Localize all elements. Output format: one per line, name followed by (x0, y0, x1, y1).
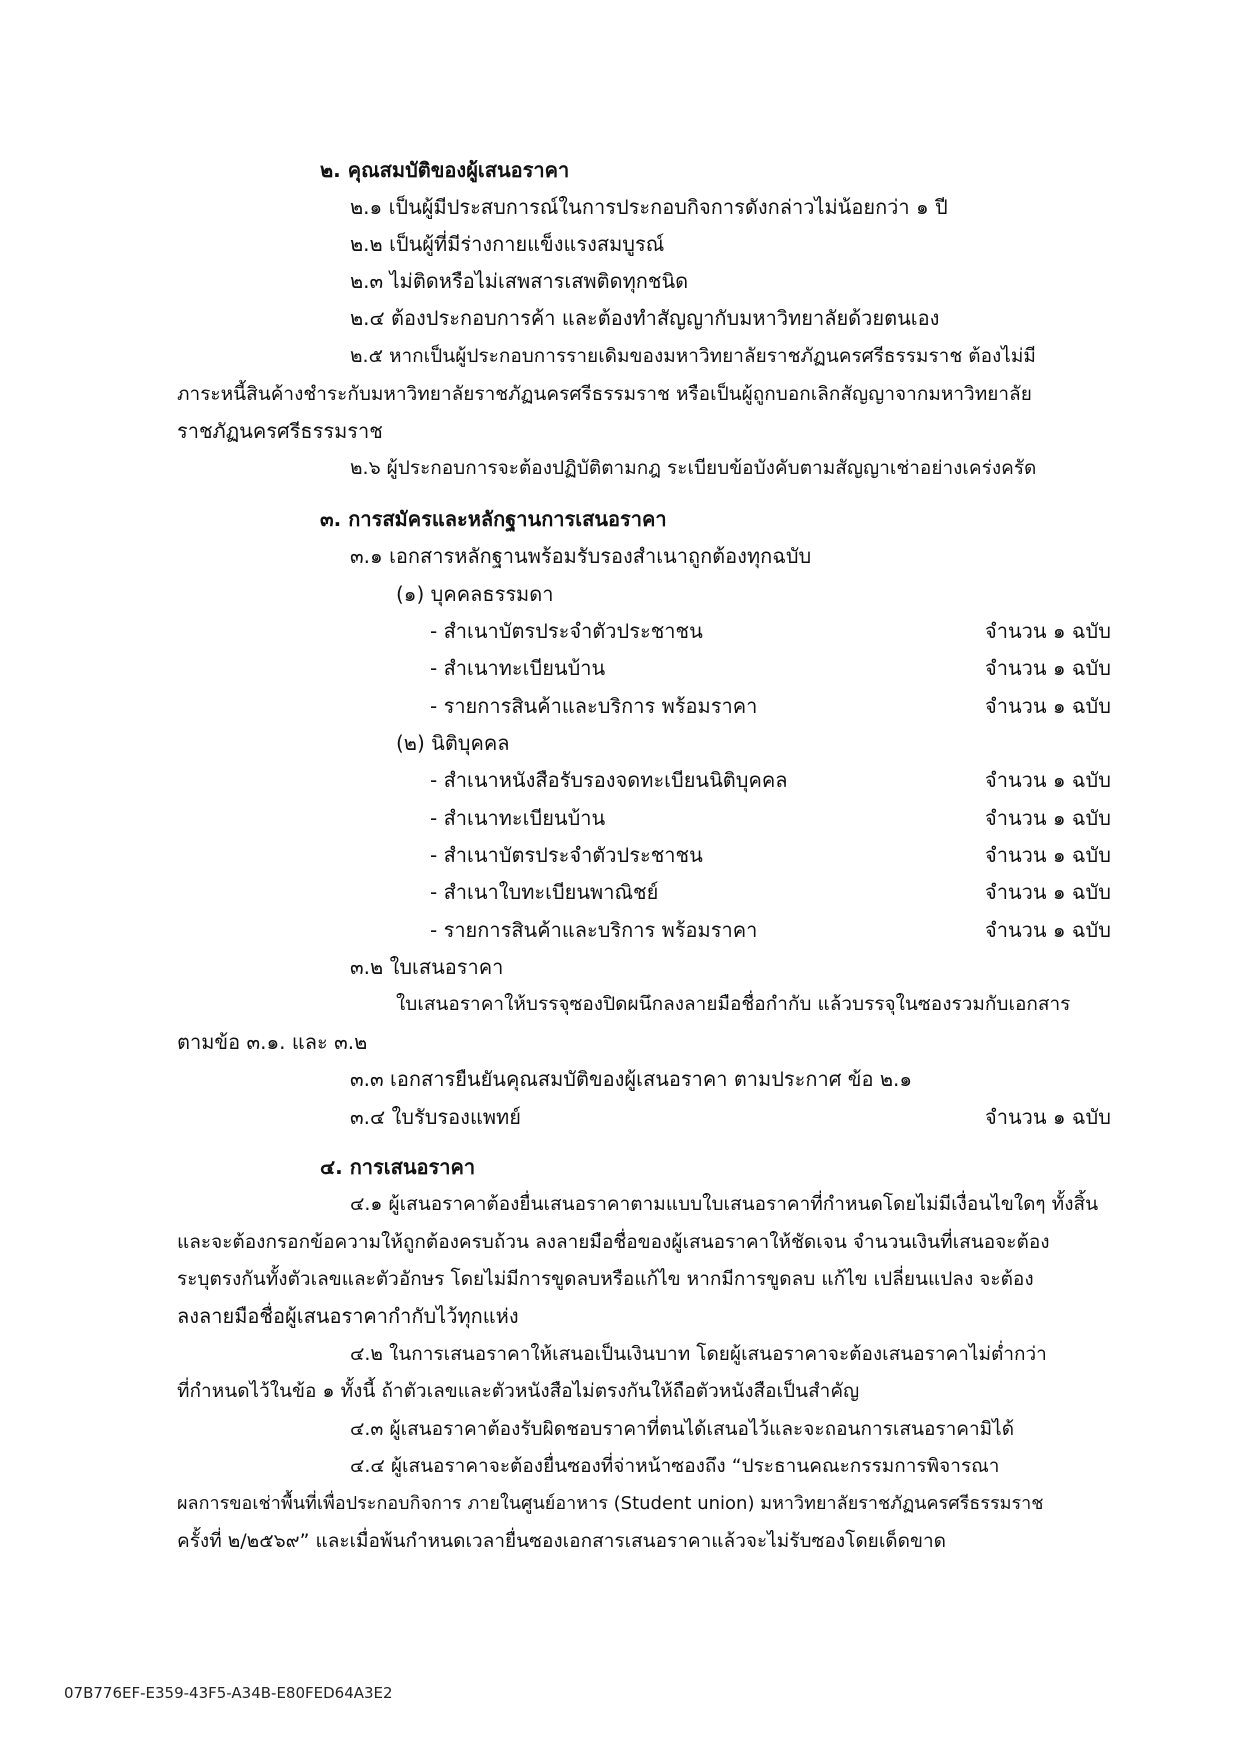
item-2-6: ๒.๖ ผู้ประกอบการจะต้องปฏิบัติตามกฎ ระเบียบข้อบังคับตามสัญญาเช่าอย่างเคร่งครัด (350, 457, 1037, 479)
section-4-heading: ๔. การเสนอราคา (320, 1155, 476, 1179)
item-3-2: ๓.๒ ใบเสนอราคา (350, 955, 504, 979)
item-3-2-line-1: ใบเสนอราคาให้บรรจุซองปิดผนึกลงลายมือชื่อกำกับ แล้วบรรจุในซองรวมกับเอกสาร (396, 993, 1071, 1015)
group-natural-person: (๑) บุคคลธรรมดา (396, 582, 554, 606)
document-id-footer: 07B776EF-E359-43F5-A34B-E80FED64A3E2 (64, 1684, 393, 1702)
item-4-1-line-4: ลงลายมือชื่อผู้เสนอราคากำกับไว้ทุกแห่ง (177, 1304, 519, 1328)
item-4-4-line-1: ๔.๔ ผู้เสนอราคาจะต้องยื่นซองที่จ่าหน้าซองถึง “ประธานคณะกรรมการพิจารณา (350, 1455, 1000, 1477)
item-4-1-line-1: ๔.๑ ผู้เสนอราคาต้องยื่นเสนอราคาตามแบบใบเสนอราคาที่กำหนดโดยไม่มีเงื่อนไขใดๆ ทั้งสิ้น (350, 1193, 1099, 1215)
item-4-4-line-2: ผลการขอเช่าพื้นที่เพื่อประกอบกิจการ ภายในศูนย์อาหาร (Student union) มหาวิทยาลัยราชภัฏนครศรีธรรมราช (177, 1493, 1044, 1514)
item-2-4: ๒.๔ ต้องประกอบการค้า และต้องทำสัญญากับมหาวิทยาลัยด้วยตนเอง (350, 306, 940, 330)
group-juristic-person: (๒) นิติบุคคล (396, 731, 510, 755)
doc-item-text: - สำเนาทะเบียนบ้าน (430, 806, 606, 830)
doc-item-text: - สำเนาบัตรประจำตัวประชาชน (430, 619, 703, 643)
item-3-4: ๓.๔ ใบรับรองแพทย์ (350, 1105, 521, 1129)
item-3-3: ๓.๓ เอกสารยืนยันคุณสมบัติของผู้เสนอราคา ตามประกาศ ข้อ ๒.๑ (350, 1067, 913, 1091)
item-3-1: ๓.๑ เอกสารหลักฐานพร้อมรับรองสำเนาถูกต้องทุกฉบับ (350, 544, 812, 568)
doc-item-text: - รายการสินค้าและบริการ พร้อมราคา (430, 694, 758, 718)
doc-item-text: - สำเนาทะเบียนบ้าน (430, 656, 606, 680)
doc-item-qty: จำนวน ๑ ฉบับ (985, 806, 1111, 830)
doc-item-qty: จำนวน ๑ ฉบับ (985, 619, 1111, 643)
doc-item-qty: จำนวน ๑ ฉบับ (985, 768, 1111, 792)
item-4-3: ๔.๓ ผู้เสนอราคาต้องรับผิดชอบราคาที่ตนได้เสนอไว้และจะถอนการเสนอราคามิได้ (350, 1418, 1015, 1440)
item-2-3: ๒.๓ ไม่ติดหรือไม่เสพสารเสพติดทุกชนิด (350, 269, 689, 293)
item-4-2-line-1: ๔.๒ ในการเสนอราคาให้เสนอเป็นเงินบาท โดยผู้เสนอราคาจะต้องเสนอราคาไม่ต่ำกว่า (350, 1343, 1047, 1365)
doc-item-qty: จำนวน ๑ ฉบับ (985, 694, 1111, 718)
doc-item-text: - รายการสินค้าและบริการ พร้อมราคา (430, 918, 758, 942)
section-3-heading: ๓. การสมัครและหลักฐานการเสนอราคา (320, 507, 667, 531)
item-4-1-line-2: และจะต้องกรอกข้อความให้ถูกต้องครบถ้วน ลงลายมือชื่อของผู้เสนอราคาให้ชัดเจน จำนวนเงินที่เสนอจะต้อง (177, 1231, 1050, 1253)
section-2-heading: ๒. คุณสมบัติของผู้เสนอราคา (320, 158, 570, 182)
doc-item-qty: จำนวน ๑ ฉบับ (985, 656, 1111, 680)
item-4-1-line-3: ระบุตรงกันทั้งตัวเลขและตัวอักษร โดยไม่มีการขูดลบหรือแก้ไข หากมีการขูดลบ แก้ไข เปลี่ยนแปลง จะต้อง (177, 1268, 1034, 1290)
item-2-5-line-2: ภาระหนี้สินค้างชำระกับมหาวิทยาลัยราชภัฏนครศรีธรรมราช หรือเป็นผู้ถูกบอกเลิกสัญญาจากมหาวิทยาลัย (177, 383, 1032, 405)
doc-item-text: - สำเนาบัตรประจำตัวประชาชน (430, 843, 703, 867)
doc-item-qty: จำนวน ๑ ฉบับ (985, 880, 1111, 904)
doc-item-qty: จำนวน ๑ ฉบับ (985, 843, 1111, 867)
doc-item-text: - สำเนาหนังสือรับรองจดทะเบียนนิติบุคคล (430, 768, 788, 792)
item-2-5-line-3: ราชภัฏนครศรีธรรมราช (177, 419, 383, 443)
doc-item-qty: จำนวน ๑ ฉบับ (985, 918, 1111, 942)
item-2-2: ๒.๒ เป็นผู้ที่มีร่างกายแข็งแรงสมบูรณ์ (350, 232, 665, 256)
doc-item-text: - สำเนาใบทะเบียนพาณิชย์ (430, 880, 659, 904)
item-2-1: ๒.๑ เป็นผู้มีประสบการณ์ในการประกอบกิจการดังกล่าวไม่น้อยกว่า ๑ ปี (350, 195, 948, 219)
item-3-2-line-2: ตามข้อ ๓.๑. และ ๓.๒ (177, 1030, 368, 1054)
item-3-4-qty: จำนวน ๑ ฉบับ (985, 1105, 1111, 1129)
item-4-2-line-2: ที่กำหนดไว้ในข้อ ๑ ทั้งนี้ ถ้าตัวเลขและตัวหนังสือไม่ตรงกันให้ถือตัวหนังสือเป็นสำคัญ (177, 1380, 860, 1402)
item-2-5-line-1: ๒.๕ หากเป็นผู้ประกอบการรายเดิมของมหาวิทยาลัยราชภัฏนครศรีธรรมราช ต้องไม่มี (350, 345, 1036, 367)
item-4-4-line-3: ครั้งที่ ๒/๒๕๖๙” และเมื่อพ้นกำหนดเวลายื่นซองเอกสารเสนอราคาแล้วจะไม่รับซองโดยเด็ดขาด (177, 1530, 946, 1552)
